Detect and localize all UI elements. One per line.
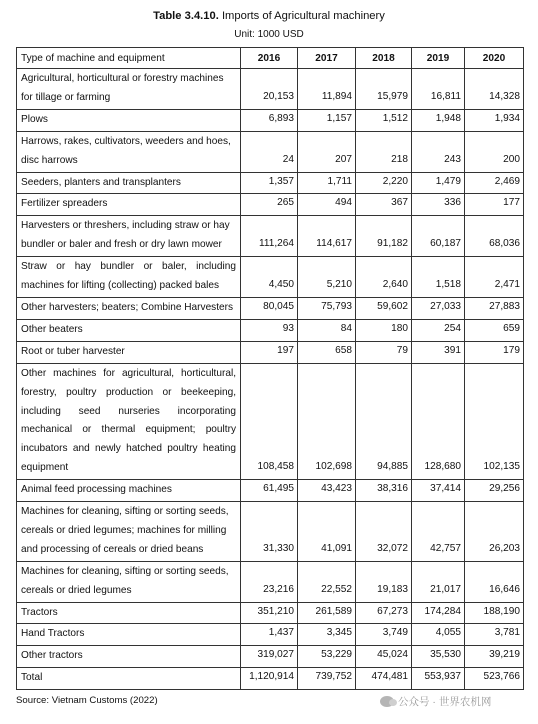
cell-value: 243 (412, 131, 465, 172)
table-row (17, 624, 524, 646)
watermark-text: 公众号 · 世界农机网 (398, 696, 492, 708)
cell-value: 1,437 (241, 624, 298, 646)
cell-value: 61,495 (241, 480, 298, 502)
cell-value: 1,120,914 (241, 668, 298, 690)
table-row (17, 363, 524, 479)
row-label: Agricultural, horticultural or forestry machines for tillage or farming (17, 69, 241, 110)
cell-value: 1,711 (298, 172, 356, 194)
header-year: 2016 (241, 48, 298, 69)
wechat-icon (380, 696, 394, 707)
cell-value: 197 (241, 341, 298, 363)
cell-value: 4,450 (241, 257, 298, 298)
cell-value: 80,045 (241, 297, 298, 319)
header-year: 2018 (356, 48, 412, 69)
cell-value: 32,072 (356, 502, 412, 562)
total-row (17, 668, 524, 690)
cell-value: 45,024 (356, 646, 412, 668)
cell-value: 53,229 (298, 646, 356, 668)
cell-value: 39,219 (465, 646, 524, 668)
source-note: Source: Vietnam Customs (2022) (16, 695, 158, 706)
cell-value: 108,458 (241, 363, 298, 479)
table-row (17, 341, 524, 363)
cell-value: 3,345 (298, 624, 356, 646)
table-row (17, 646, 524, 668)
cell-value: 41,091 (298, 502, 356, 562)
cell-value: 42,757 (412, 502, 465, 562)
cell-value: 24 (241, 131, 298, 172)
cell-value: 102,698 (298, 363, 356, 479)
cell-value: 5,210 (298, 257, 356, 298)
cell-value: 22,552 (298, 561, 356, 602)
cell-value: 1,157 (298, 109, 356, 131)
table-row (17, 602, 524, 624)
cell-value: 93 (241, 319, 298, 341)
cell-value: 27,033 (412, 297, 465, 319)
cell-value: 102,135 (465, 363, 524, 479)
table-row (17, 257, 524, 298)
cell-value: 35,530 (412, 646, 465, 668)
cell-value: 11,894 (298, 69, 356, 110)
row-label: Harrows, rakes, cultivators, weeders and hoes, disc harrows (17, 131, 241, 172)
cell-value: 391 (412, 341, 465, 363)
cell-value: 177 (465, 194, 524, 216)
table-row (17, 216, 524, 257)
cell-value: 67,273 (356, 602, 412, 624)
table-row (17, 561, 524, 602)
cell-value: 38,316 (356, 480, 412, 502)
watermark (380, 694, 491, 709)
cell-value: 261,589 (298, 602, 356, 624)
cell-value: 4,055 (412, 624, 465, 646)
row-label: Other tractors (17, 646, 241, 668)
cell-value: 75,793 (298, 297, 356, 319)
cell-value: 2,640 (356, 257, 412, 298)
cell-value: 114,617 (298, 216, 356, 257)
row-label: Other harvesters; beaters; Combine Harvesters (17, 297, 241, 319)
cell-value: 94,885 (356, 363, 412, 479)
header-row (17, 48, 524, 69)
row-label: Total (17, 668, 241, 690)
table-row (17, 297, 524, 319)
cell-value: 27,883 (465, 297, 524, 319)
cell-value: 84 (298, 319, 356, 341)
cell-value: 21,017 (412, 561, 465, 602)
table-row (17, 502, 524, 562)
cell-value: 1,479 (412, 172, 465, 194)
row-label: Machines for cleaning, sifting or sorting seeds, cereals or dried legumes; machines for milling and processing of cereals or dried beans (17, 502, 241, 562)
table-row (17, 319, 524, 341)
cell-value: 3,749 (356, 624, 412, 646)
header-year: 2020 (465, 48, 524, 69)
cell-value: 351,210 (241, 602, 298, 624)
cell-value: 218 (356, 131, 412, 172)
header-year: 2019 (412, 48, 465, 69)
cell-value: 180 (356, 319, 412, 341)
cell-value: 2,471 (465, 257, 524, 298)
table-number: Table 3.4.10. (153, 10, 219, 22)
row-label: Other beaters (17, 319, 241, 341)
cell-value: 2,469 (465, 172, 524, 194)
cell-value: 68,036 (465, 216, 524, 257)
cell-value: 265 (241, 194, 298, 216)
cell-value: 15,979 (356, 69, 412, 110)
cell-value: 60,187 (412, 216, 465, 257)
cell-value: 254 (412, 319, 465, 341)
row-label: Plows (17, 109, 241, 131)
header-year: 2017 (298, 48, 356, 69)
table-row (17, 172, 524, 194)
cell-value: 23,216 (241, 561, 298, 602)
row-label: Fertilizer spreaders (17, 194, 241, 216)
cell-value: 29,256 (465, 480, 524, 502)
cell-value: 20,153 (241, 69, 298, 110)
cell-value: 1,518 (412, 257, 465, 298)
cell-value: 739,752 (298, 668, 356, 690)
cell-value: 14,328 (465, 69, 524, 110)
row-label: Seeders, planters and transplanters (17, 172, 241, 194)
cell-value: 2,220 (356, 172, 412, 194)
cell-value: 128,680 (412, 363, 465, 479)
cell-value: 179 (465, 341, 524, 363)
cell-value: 174,284 (412, 602, 465, 624)
cell-value: 336 (412, 194, 465, 216)
cell-value: 31,330 (241, 502, 298, 562)
cell-value: 367 (356, 194, 412, 216)
cell-value: 474,481 (356, 668, 412, 690)
cell-value: 200 (465, 131, 524, 172)
row-label: Hand Tractors (17, 624, 241, 646)
cell-value: 3,781 (465, 624, 524, 646)
table-caption: Imports of Agricultural machinery (218, 10, 385, 22)
row-label: Root or tuber harvester (17, 341, 241, 363)
row-label: Straw or hay bundler or baler, including machines for lifting (collecting) packed bales (17, 257, 241, 298)
cell-value: 553,937 (412, 668, 465, 690)
cell-value: 16,646 (465, 561, 524, 602)
cell-value: 1,948 (412, 109, 465, 131)
cell-value: 59,602 (356, 297, 412, 319)
cell-value: 188,190 (465, 602, 524, 624)
cell-value: 1,934 (465, 109, 524, 131)
cell-value: 319,027 (241, 646, 298, 668)
cell-value: 19,183 (356, 561, 412, 602)
cell-value: 6,893 (241, 109, 298, 131)
unit-label: Unit: 1000 USD (234, 29, 304, 40)
imports-table (16, 47, 524, 690)
table-row (17, 69, 524, 110)
table-row (17, 131, 524, 172)
cell-value: 1,512 (356, 109, 412, 131)
table-row (17, 194, 524, 216)
cell-value: 26,203 (465, 502, 524, 562)
table-title (0, 10, 538, 22)
cell-value: 79 (356, 341, 412, 363)
cell-value: 16,811 (412, 69, 465, 110)
cell-value: 494 (298, 194, 356, 216)
table-row (17, 109, 524, 131)
table-row (17, 480, 524, 502)
cell-value: 659 (465, 319, 524, 341)
cell-value: 523,766 (465, 668, 524, 690)
cell-value: 207 (298, 131, 356, 172)
row-label: Harvesters or threshers, including straw or hay bundler or baler and fresh or dry lawn mower (17, 216, 241, 257)
cell-value: 658 (298, 341, 356, 363)
cell-value: 37,414 (412, 480, 465, 502)
cell-value: 111,264 (241, 216, 298, 257)
row-label: Machines for cleaning, sifting or sorting seeds, cereals or dried legumes (17, 561, 241, 602)
row-label: Animal feed processing machines (17, 480, 241, 502)
cell-value: 1,357 (241, 172, 298, 194)
cell-value: 43,423 (298, 480, 356, 502)
row-label: Tractors (17, 602, 241, 624)
row-label: Other machines for agricultural, horticultural, forestry, poultry production or beekeeping, including seed nurseries incorporating mechanical or thermal equipment; poultry incubators and newly hatched poultry heating equipment (17, 363, 241, 479)
header-type: Type of machine and equipment (17, 48, 241, 69)
cell-value: 91,182 (356, 216, 412, 257)
